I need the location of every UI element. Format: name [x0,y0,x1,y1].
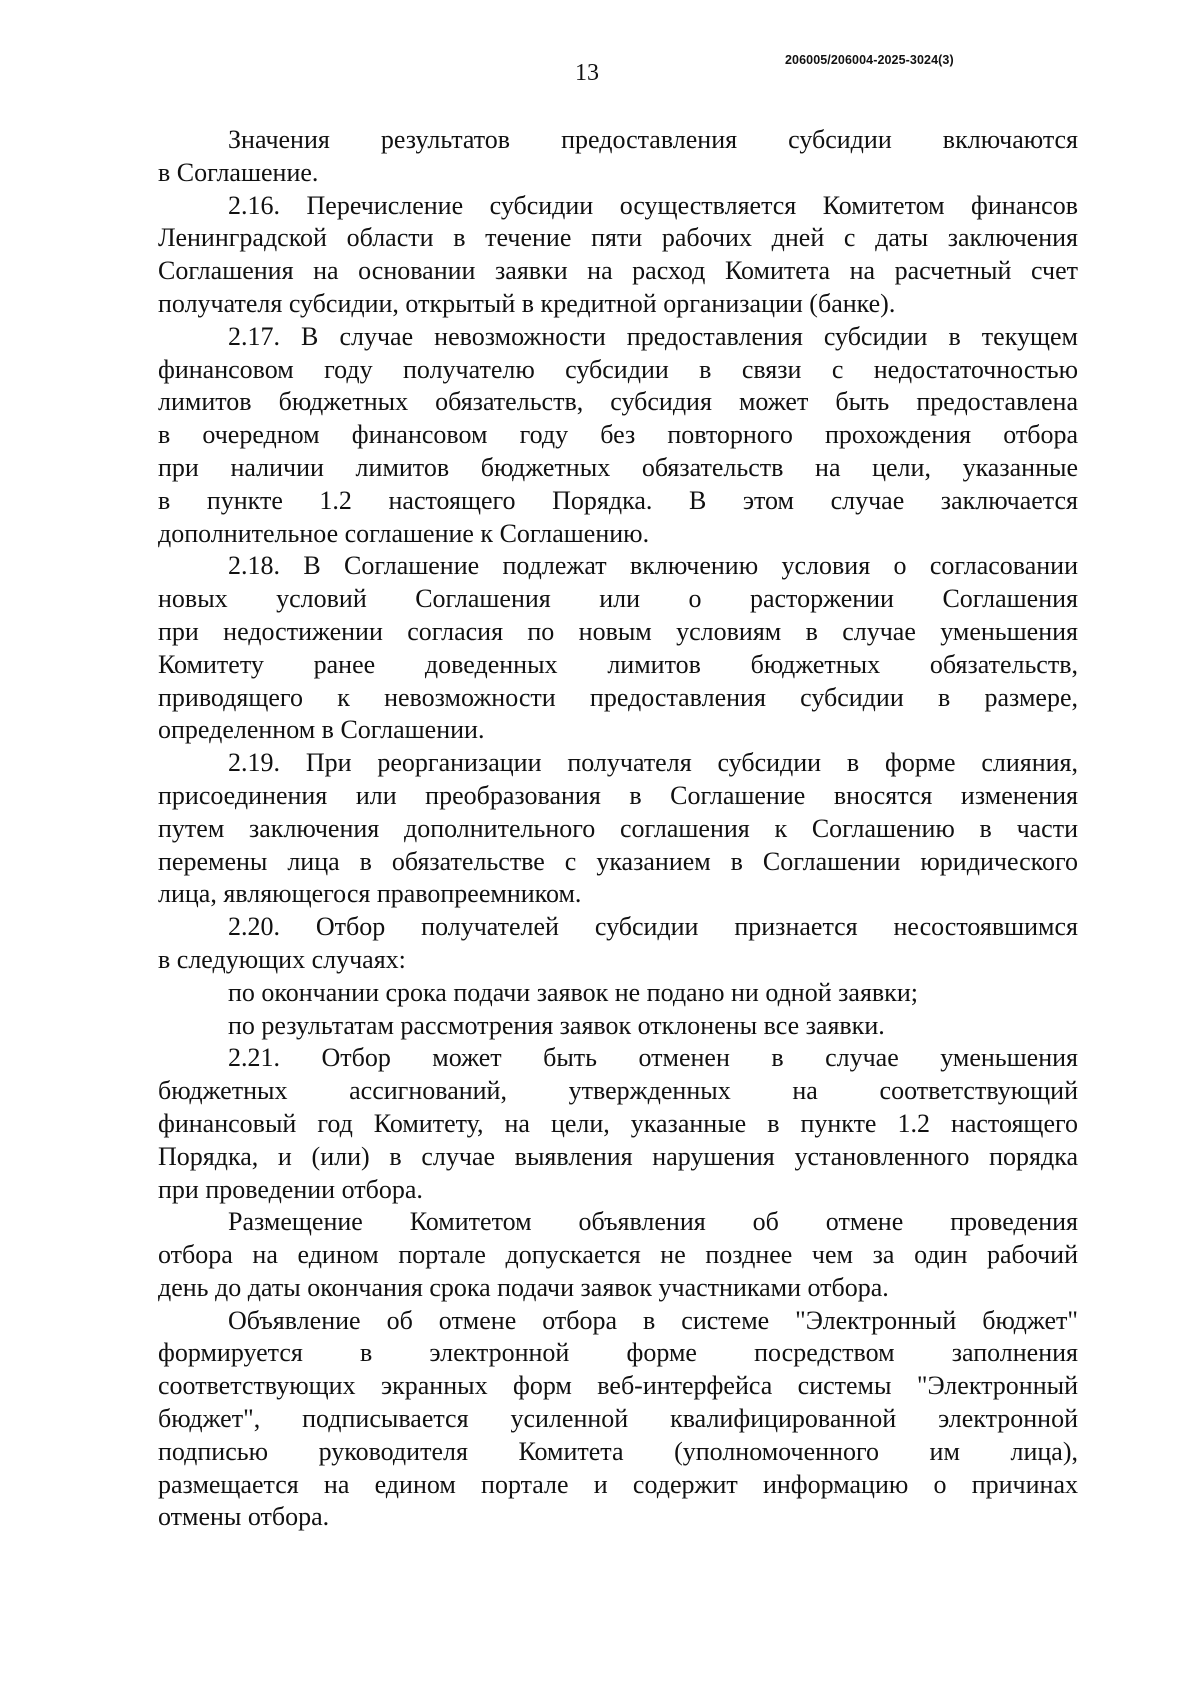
text-line: при проведении отбора. [158,1174,423,1204]
text-line: отбора на едином портале допускается не позднее чем за один рабочий [158,1240,1078,1270]
text-line: размещается на едином портале и содержит информацию о причинах [158,1469,1078,1499]
text-line: отмены отбора. [158,1502,330,1532]
text-line: Соглашения на основании заявки на расход Комитета на расчетный счет [158,256,1078,286]
text-line: в очередном финансовом году без повторного прохождения отбора [158,420,1078,450]
text-line: Значения результатов предоставления субсидии включаются [228,125,1078,154]
text-line: Порядка, и (или) в случае выявления нарушения установленного порядка [158,1141,1078,1171]
text-line: 2.20. Отбор получателей субсидии признается несостоявшимся [228,912,1078,942]
text-line: дополнительное соглашение к Соглашению. [158,518,650,548]
text-line: по результатам рассмотрения заявок отклонены все заявки. [228,1010,885,1040]
text-line: перемены лица в обязательстве с указанием в Соглашении юридического [158,846,1078,876]
text-line: в следующих случаях: [158,944,406,974]
text-line: соответствующих экранных форм веб-интерфейса системы "Электронный [158,1371,1078,1401]
text-line: присоединения или преобразования в Соглашение вносятся изменения [158,780,1078,810]
text-line: бюджет", подписывается усиленной квалифицированной электронной [158,1404,1078,1434]
text-line: бюджетных ассигнований, утвержденных на соответствующий [158,1076,1078,1106]
text-line: 2.18. В Соглашение подлежат включению условия о согласовании [228,551,1078,581]
text-line: формируется в электронной форме посредством заполнения [158,1338,1078,1368]
text-line: подписью руководителя Комитета (уполномоченного им лица), [158,1436,1078,1466]
text-line: лица, являющегося правопреемником. [158,879,582,909]
text-line: лимитов бюджетных обязательств, субсидия может быть предоставлена [158,387,1078,417]
text-line: 2.16. Перечисление субсидии осуществляется Комитетом финансов [228,190,1078,220]
text-line: в пункте 1.2 настоящего Порядка. В этом случае заключается [158,485,1078,515]
text-line: Размещение Комитетом объявления об отмене проведения [228,1207,1078,1237]
text-line: приводящего к невозможности предоставления субсидии в размере, [158,682,1078,712]
text-line: в Соглашение. [158,157,319,187]
text-line: 2.19. При реорганизации получателя субсидии в форме слияния, [228,748,1078,778]
text-line: Ленинградской области в течение пяти рабочих дней с даты заключения [158,223,1078,253]
text-line: день до даты окончания срока подачи заявок участниками отбора. [158,1272,889,1302]
text-line: Комитету ранее доведенных лимитов бюджетных обязательств, [158,649,1078,679]
text-line: получателя субсидии, открытый в кредитной организации (банке). [158,288,896,318]
document-body [158,124,1078,1534]
text-line: 2.21. Отбор может быть отменен в случае уменьшения [228,1043,1078,1073]
text-line: 2.17. В случае невозможности предоставления субсидии в текущем [228,321,1078,351]
text-line: определенном в Соглашении. [158,715,485,745]
text-line: Объявление об отмене отбора в системе "Электронный бюджет" [228,1305,1078,1335]
document-id: 206005/206004-2025-3024(3) [785,53,954,67]
text-line: путем заключения дополнительного соглашения к Соглашению в части [158,813,1078,843]
text-line: финансовый год Комитету, на цели, указанные в пункте 1.2 настоящего [158,1108,1078,1138]
page-number: 13 [575,60,599,86]
text-line: новых условий Соглашения или о расторжении Соглашения [158,584,1078,614]
text-line: при наличии лимитов бюджетных обязательств на цели, указанные [158,452,1078,482]
text-line: по окончании срока подачи заявок не подано ни одной заявки; [228,977,918,1007]
text-line: при недостижении согласия по новым условиям в случае уменьшения [158,616,1078,646]
text-line: финансовом году получателю субсидии в связи с недостаточностью [158,354,1078,384]
